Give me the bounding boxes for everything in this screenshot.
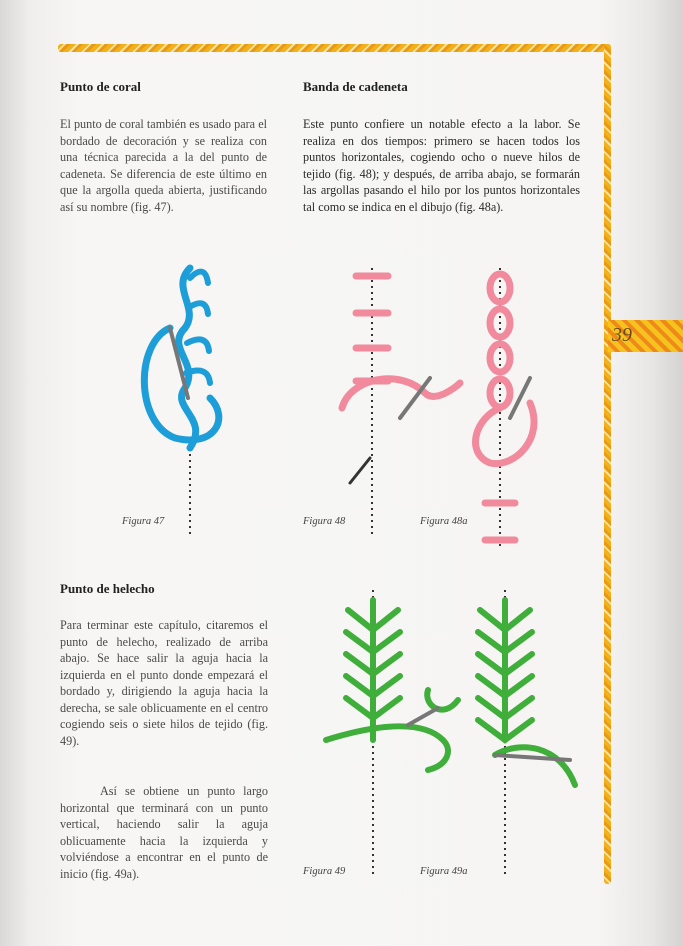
caption-figure-48a: Figura 48a [420,516,468,527]
coral-paragraph: El punto de coral también es usado para el bordado de decoración y se realiza con una técnica parecida a la del punto de cadeneta. Se diferencia de este último en que la argolla queda abierta, justificando así su nombre (fig. 47). [60,117,267,214]
banda-title: Banda de cadeneta [303,79,408,94]
coral-title: Punto de coral [60,79,141,94]
chain-band-step1-illustration [320,268,460,548]
helecho-paragraph-1: Para terminar este capítulo, citaremos el punto de helecho, realizado de arriba abajo. Se hace salir la aguja hacia la izquierda en el punto donde empezará el bordado y, dirigiendo la aguja hacia la derecha, se sale oblicuamente en el centro cogiendo seis o siete hilos de tejido (fig. 49). [60,618,268,748]
banda-paragraph: Este punto confiere un notable efecto a la labor. Se realiza en dos tiempos: primero se hacen todos los puntos horizontales, cogiendo ocho o nueve hilos de tejido (fig. 48); y después, de arriba abajo, se formarán las argollas pasando el hilo por los puntos horizontales tal como se indica en el dibujo (fig. 48a). [303,117,580,214]
decorative-border-right [604,44,611,884]
caption-figure-49a: Figura 49a [420,866,468,877]
chain-band-step2-illustration [455,268,565,553]
caption-figure-48: Figura 48 [303,516,346,527]
helecho-paragraph-2: Así se obtiene un punto largo horizontal que terminará con un punto vertical, haciendo salir la aguja oblicuamente hacia la izquierda y volviéndose a encontrar en el punto de inicio (fig. 49a). [60,784,268,881]
decorative-border-top [58,44,610,52]
fern-stitch-step2-illustration [465,590,590,880]
caption-figure-47: Figura 47 [122,516,165,527]
caption-figure-49: Figura 49 [303,866,346,877]
helecho-title: Punto de helecho [60,581,155,596]
fern-stitch-step1-illustration [318,590,468,880]
page-number: 39 [612,324,632,346]
coral-stitch-illustration [130,248,250,538]
